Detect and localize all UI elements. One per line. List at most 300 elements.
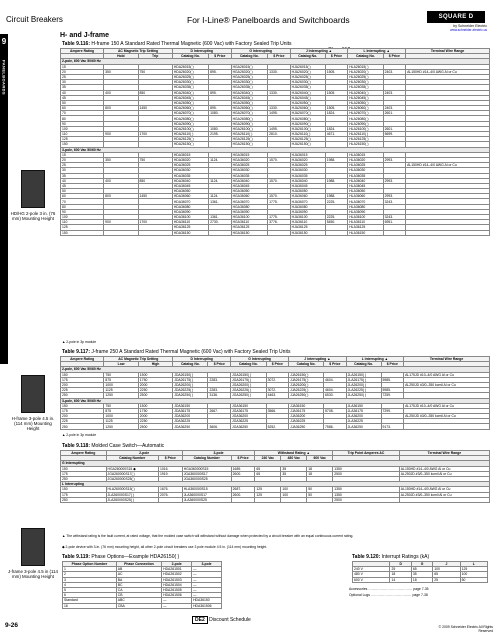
table-cell: 1330.: [268, 106, 290, 111]
table-cell: HJA26125( ): [290, 137, 325, 142]
table-cell: 1330.: [268, 90, 290, 95]
table-cell: HGA26080( ): [231, 116, 268, 121]
brand-url[interactable]: www.schneider-electric.us: [450, 28, 487, 32]
table-cell: ABC: [116, 598, 161, 603]
table-cell: JLA36250: [346, 424, 381, 429]
brand-by: by Schneider Electric: [453, 24, 487, 28]
table-cell: HGA36110: [231, 220, 268, 225]
table-cell: 250: [61, 476, 107, 481]
table-cell: 750: [104, 372, 138, 377]
table-cell: HLA26015( ): [348, 64, 383, 69]
table-cell: HJA36100: [290, 215, 325, 220]
table-cell: 3243.: [383, 215, 405, 220]
table-cell: HLA26090( ): [348, 121, 383, 126]
table-cell: HJA26150( ): [290, 142, 325, 147]
table-cell: 1450: [138, 194, 172, 199]
accessories-link[interactable]: Accessories ………………………………… page 7-35: [349, 587, 429, 591]
table-cell: 1689.: [231, 466, 255, 471]
table-row: [63, 603, 222, 608]
table-cell: HGA26060( ): [231, 106, 268, 111]
table-cell: Standard: [63, 598, 117, 603]
column-header: Catalog Number: [182, 456, 231, 461]
table-cell: [406, 230, 490, 235]
table-cell: JGA36200: [231, 414, 267, 419]
table-cell: 1775.: [268, 215, 290, 220]
table-cell: 1000: [104, 382, 138, 387]
table-cell: HDA36070: [172, 199, 208, 204]
table-cell: HDA36090: [172, 209, 208, 214]
table-cell: HLA36030: [348, 168, 383, 173]
column-header: 480 Vac: [281, 456, 307, 461]
table-cell: 2500: [333, 497, 400, 502]
table-cell: 18: [390, 572, 411, 577]
table-cell: HJA36030: [290, 168, 325, 173]
table-cell: HLA26060( ): [348, 106, 383, 111]
table-cell: 875: [104, 377, 138, 382]
table-cell: AL150HD #14–4/0 AWG Al or Cu: [399, 487, 489, 492]
table-cell: HJA26100( ): [290, 126, 325, 131]
table-cell: JDA36175: [173, 408, 208, 413]
table-cell: 125: [255, 492, 281, 497]
table-cell: AC: [116, 572, 161, 577]
table-cell: HDA26025( ): [172, 74, 208, 79]
table-cell: 125: [255, 487, 281, 492]
breaker-photo: [21, 375, 45, 413]
table-9-117: [60, 356, 490, 430]
table-cell: 40: [61, 178, 104, 183]
table-cell: HLA26070( ): [348, 111, 383, 116]
table-cell: HGA26125( ): [231, 137, 268, 142]
table-cell: HLA36025: [348, 163, 383, 168]
column-header: G Interrupting: [231, 357, 289, 362]
table-cell: AL150HD #14–4/0 AWG Al or Cu: [406, 163, 490, 168]
brand-logo: [427, 11, 487, 33]
table-cell: JJA26175( ): [289, 377, 324, 382]
table-cell: 5699.: [383, 132, 405, 137]
table-row: [353, 577, 488, 582]
table-cell: HDA26040( ): [172, 90, 208, 95]
table-cell: 1919.: [158, 471, 182, 476]
table-cell: 2403.: [383, 90, 405, 95]
table-cell: 175: [61, 377, 104, 382]
table-cell: 1250: [104, 424, 138, 429]
table-cell: G Interrupting: [61, 461, 490, 466]
table-cell: 65: [411, 567, 432, 572]
table-cell: [404, 424, 490, 429]
table-cell: [138, 230, 172, 235]
table-cell: HDA36030: [172, 168, 208, 173]
table-9-118-caption: Table 9.118: Molded Case Switch—Automatic: [62, 443, 165, 449]
table-cell: HJA36110: [290, 220, 325, 225]
table-cell: JLA26200( ): [346, 382, 381, 387]
column-header: D: [390, 562, 411, 567]
column-header: $ Price: [325, 54, 347, 59]
table-cell: 20: [61, 69, 104, 74]
table-cell: 1361.: [209, 215, 231, 220]
table-cell: JLA360000S25: [182, 497, 231, 502]
table-cell: HDA26110( ): [172, 132, 208, 137]
table-cell: [231, 497, 255, 502]
table-cell: L Interrupting: [61, 482, 490, 487]
table-cell: HLA26050( ): [348, 100, 383, 105]
table-cell: 60: [61, 194, 104, 199]
table-cell: HGA36060: [231, 194, 268, 199]
column-header: Catalog No.: [289, 362, 324, 367]
table-cell: JDA36200: [173, 414, 208, 419]
table-cell: 175: [61, 408, 104, 413]
column-header: AC Magnetic Trip Setting: [104, 357, 173, 362]
table-cell: 1000: [104, 414, 138, 419]
table-cell: 100: [433, 567, 460, 572]
table-cell: HGA36040: [231, 178, 268, 183]
table-cell: 2-pole, 600 Vac 50/60 Hz: [61, 367, 490, 372]
column-header: G: [411, 562, 432, 567]
table-row: [61, 497, 490, 502]
table-cell: HDA26020( ): [172, 69, 208, 74]
table-cell: HGA26035( ): [231, 85, 268, 90]
table-cell: 40: [61, 90, 104, 95]
table-cell: [325, 230, 347, 235]
copyright: © 2009 Schneider Electric All Rights Reserved: [438, 625, 493, 633]
table-cell: 350: [104, 157, 138, 162]
table-cell: JDA26225( ): [173, 388, 208, 393]
table-cell: 2993.: [383, 194, 405, 199]
table-cell: [268, 230, 290, 235]
table-cell: 225: [61, 388, 104, 393]
discount-schedule: DE2 Discount Schedule: [192, 617, 251, 623]
column-header: Catalog No.: [231, 362, 267, 367]
table-cell: —: [192, 587, 222, 592]
table-cell: 1500: [138, 403, 172, 408]
table-cell: HJA26110( ): [290, 132, 325, 137]
table-cell: HDA36080: [172, 204, 208, 209]
column-header: G Interrupting: [231, 49, 290, 54]
table-cell: JGA260000S17( ): [106, 471, 158, 476]
column-header: 240 Vac: [255, 456, 281, 461]
column-header: Catalog No.: [172, 54, 208, 59]
column-header: Ampere Rating: [61, 357, 104, 362]
table-cell: 35: [61, 85, 104, 90]
product-caption: HD/HG 2-pole 3 in. (76 mm) Mounting Height: [10, 211, 56, 222]
table-cell: HGA26020( ): [231, 69, 268, 74]
table-cell: 90: [61, 121, 104, 126]
table-cell: 4671.: [325, 132, 347, 137]
table-cell: —: [192, 582, 222, 587]
table-cell: HGA36150: [231, 230, 268, 235]
column-header: Catalog No.: [290, 54, 325, 59]
table-cell: HJA26080( ): [290, 116, 325, 121]
table-cell: JGA36175: [231, 408, 267, 413]
table-cell: 2250: [138, 419, 172, 424]
table-cell: AL175JD #10–4/0 AWG Al or Cu: [404, 372, 490, 377]
table-cell: HGA26030( ): [231, 80, 268, 85]
brand-name: SQUARE D: [427, 11, 485, 23]
table-cell: 400: [104, 90, 138, 95]
table-cell: JLA26175( ): [346, 377, 381, 382]
table-cell: 30: [61, 80, 104, 85]
table-cell: 895.: [209, 69, 231, 74]
table-cell: HLA36150: [348, 230, 383, 235]
table-cell: HJA26070( ): [290, 111, 325, 116]
table-cell: 90: [61, 209, 104, 214]
table-cell: HGA26015( ): [231, 64, 268, 69]
table-cell: HLA26030( ): [348, 80, 383, 85]
chapter-number: 9: [1, 37, 7, 46]
table-cell: 1570.: [268, 194, 290, 199]
table-cell: JLA260000S17( ): [106, 492, 158, 497]
table-cell: HDA26030( ): [172, 80, 208, 85]
table-cell: BC: [116, 582, 161, 587]
table-cell: 50: [61, 100, 104, 105]
table-cell: HDA36015: [172, 152, 208, 157]
table-cell: AL250JD #3/0–350 kcmil Al or Cu: [404, 382, 490, 387]
table-cell: HDA261501: [162, 567, 192, 572]
table-cell: HGA36035: [231, 173, 268, 178]
column-header: High: [138, 362, 172, 367]
table-cell: 2225.: [325, 215, 347, 220]
breaker-photo: [21, 170, 45, 208]
column-header: 2-pole: [162, 562, 192, 567]
table-cell: HDA36045: [172, 183, 208, 188]
table-cell: 1080.: [209, 126, 231, 131]
table-cell: HDA261506: [162, 593, 192, 598]
table-cell: 2500: [138, 424, 172, 429]
table-cell: 2076.: [158, 492, 182, 497]
column-header: Terminal Wire Range: [404, 357, 490, 362]
column-header: $ Price: [158, 456, 182, 461]
table-cell: HLA26100( ): [348, 126, 383, 131]
table-cell: JGA26250( ): [231, 393, 267, 398]
table-cell: 2600.: [231, 471, 255, 476]
table-cell: 2403.: [383, 69, 405, 74]
column-header: $ Price: [268, 54, 290, 59]
table-cell: 240 V: [353, 567, 390, 572]
column-header: J Interrupting ▲: [289, 357, 346, 362]
table-cell: 2601.: [383, 111, 405, 116]
table-cell: BA: [116, 577, 161, 582]
table-cell: 35: [281, 471, 307, 476]
table-cell: HDA26070( ): [172, 111, 208, 116]
table-cell: JJA26225( ): [289, 388, 324, 393]
table-cell: 2500: [138, 393, 172, 398]
table-cell: 100: [281, 487, 307, 492]
table-cell: 1125: [104, 388, 138, 393]
table-cell: 2225.: [325, 199, 347, 204]
table-cell: HLA36060: [348, 194, 383, 199]
table-cell: —: [162, 598, 192, 603]
table-cell: HDA36125: [172, 225, 208, 230]
table-cell: HGA260000S15 ◆: [106, 466, 158, 471]
table-cell: 3-pole, 600 Vac 50/60 Hz: [61, 398, 490, 403]
table-cell: 1495.: [268, 111, 290, 116]
table-cell: HDA36040: [172, 178, 208, 183]
table-cell: 1505.: [325, 69, 347, 74]
table-cell: HDA26090( ): [172, 121, 208, 126]
table-cell: 50: [460, 577, 487, 582]
table-cell: 150: [61, 230, 104, 235]
table-cell: 70: [61, 199, 104, 204]
table-cell: 900: [104, 132, 138, 137]
column-header: 600 Vac: [307, 456, 333, 461]
table-cell: [104, 230, 138, 235]
column-header: 3-pole: [192, 562, 222, 567]
column-header: L Interrupting ▲: [348, 49, 406, 54]
table-cell: 125: [61, 137, 104, 142]
column-header: $ Price: [209, 54, 231, 59]
table-cell: 80: [61, 116, 104, 121]
table-cell: HDA26125( ): [172, 137, 208, 142]
table-cell: 15: [61, 152, 104, 157]
table-cell: JGA360000S25: [182, 476, 231, 481]
table-cell: JJA36175: [289, 408, 324, 413]
table-cell: HLA360000S15: [182, 487, 231, 492]
table-9-118: [60, 450, 490, 503]
table-cell: 1330.: [268, 69, 290, 74]
table-cell: 60: [61, 106, 104, 111]
table-cell: 50: [61, 189, 104, 194]
table-cell: 3243.: [383, 199, 405, 204]
table-cell: 2: [63, 572, 117, 577]
table-cell: 750: [138, 69, 172, 74]
table-cell: 1016.: [158, 466, 182, 471]
table-cell: JGA36150: [231, 403, 267, 408]
table-cell: 9173.: [381, 424, 404, 429]
optional-lugs-link[interactable]: Optional Lugs ……………………………… page 7-38: [349, 593, 428, 597]
table-row: [61, 230, 490, 235]
table-cell: HLA26125( ): [348, 137, 383, 142]
table-cell: HLA26040( ): [348, 90, 383, 95]
table-cell: HGA36025: [231, 163, 268, 168]
table-cell: JJA36200: [289, 414, 324, 419]
table-cell: JLA260000S25( ): [106, 497, 158, 502]
table-cell: 875: [104, 408, 138, 413]
table-cell: 5708.: [324, 408, 347, 413]
table-cell: 895.: [209, 106, 231, 111]
column-header: Catalog No.: [346, 362, 381, 367]
column-header: L: [460, 562, 487, 567]
table-cell: HGA36030: [231, 168, 268, 173]
table-cell: —: [192, 567, 222, 572]
table-cell: HJA26050( ): [290, 100, 325, 105]
table-cell: HLA36125: [348, 225, 383, 230]
table-cell: 110: [61, 132, 104, 137]
column-header: $ Price: [383, 54, 405, 59]
table-cell: HGA36125: [231, 225, 268, 230]
table-cell: HDA26060( ): [172, 106, 208, 111]
table-cell: HLA36110: [348, 220, 383, 225]
column-header: Terminal Wire Range: [406, 49, 490, 54]
table-cell: JLA360000S17: [182, 492, 231, 497]
table-cell: —: [192, 577, 222, 582]
table-cell: HLA36040: [348, 178, 383, 183]
table-cell: 3-pole, 600 Vac 50/60 Hz: [61, 147, 490, 152]
column-header: J: [433, 562, 460, 567]
table-cell: 5985.: [381, 377, 404, 382]
table-cell: HDA36150: [172, 230, 208, 235]
table-cell: 150: [61, 372, 104, 377]
table-cell: AL150HD #14–4/0 AWG Al or Cu: [406, 69, 490, 74]
table-cell: 3072.: [266, 377, 289, 382]
column-header: Phase Connection: [116, 562, 161, 567]
table-cell: 1505.: [325, 106, 347, 111]
table-cell: HLA26110( ): [348, 132, 383, 137]
table-cell: 2-pole, 600 Vac 50/60 Hz: [61, 59, 490, 64]
product-image-h-3pole: [8, 375, 58, 432]
column-header: Trip Point Amperes AC: [333, 451, 400, 456]
table-cell: 2500: [333, 471, 400, 476]
table-cell: 3072.: [266, 388, 289, 393]
column-header: Ampere Rating: [61, 451, 107, 456]
table-cell: JDA26200( ): [173, 382, 208, 387]
table-cell: HDA26080( ): [172, 116, 208, 121]
table-cell: HJA36045: [290, 183, 325, 188]
table-9-116-note: ▲ 2-pole in 3p module: [62, 340, 97, 344]
table-cell: 850: [138, 178, 172, 183]
table-cell: JGA36225: [231, 419, 267, 424]
table-cell: 100: [61, 126, 104, 131]
table-cell: 100: [460, 572, 487, 577]
table-cell: 2993.: [383, 178, 405, 183]
table-cell: 5985.: [381, 388, 404, 393]
table-cell: 25: [61, 163, 104, 168]
table-cell: HGA36015: [231, 152, 268, 157]
table-9-118-note-2: ◆ 2-pole device with 3-in. (76 mm) mounting height, all other 2-pole circuit breakers use 3 pole module 4.5 in. (114 mm) mounting height.: [62, 545, 268, 549]
table-cell: HJA26030( ): [290, 80, 325, 85]
table-cell: 18: [307, 466, 333, 471]
table-cell: AL250JD #3/0–350 kcmil Al or Cu: [399, 492, 489, 497]
table-cell: HJA36125: [290, 225, 325, 230]
column-header: J Interrupting ▲: [290, 49, 348, 54]
table-cell: 100: [61, 215, 104, 220]
table-cell: HLA26020( ): [348, 69, 383, 74]
table-cell: HGA26150( ): [231, 142, 268, 147]
table-cell: HGA36090: [231, 209, 268, 214]
table-cell: 25: [433, 577, 460, 582]
table-cell: HJA36150: [290, 230, 325, 235]
table-cell: 1988.: [325, 194, 347, 199]
table-cell: 2283.: [208, 377, 231, 382]
table-cell: HLA36080: [348, 204, 383, 209]
column-header: Catalog No.: [231, 54, 268, 59]
table-cell: HGA36050: [231, 189, 268, 194]
table-cell: JGA260000S25( ): [106, 476, 158, 481]
product-image-j-3pole: [8, 528, 58, 579]
table-cell: 1124.: [209, 178, 231, 183]
table-cell: 1350: [333, 492, 400, 497]
table-cell: 350: [104, 69, 138, 74]
table-cell: JLA36175: [346, 408, 381, 413]
table-cell: HJA26040( ): [290, 90, 325, 95]
table-cell: 4: [63, 582, 117, 587]
table-cell: 3136.: [208, 393, 231, 398]
table-cell: HDA26150( ): [172, 142, 208, 147]
product-caption: J-frame 3-pole 4.5 in (114 mm) Mounting Height: [8, 569, 58, 580]
page-number: 9-26: [5, 622, 19, 629]
table-cell: HDA36060: [172, 194, 208, 199]
table-cell: 18: [411, 577, 432, 582]
table-cell: 480 V: [353, 572, 390, 577]
table-cell: 1250: [104, 393, 138, 398]
table-cell: HDA26015( ): [172, 64, 208, 69]
column-header: $ Price: [266, 362, 289, 367]
table-cell: 125: [61, 225, 104, 230]
table-cell: JLA26225( ): [346, 388, 381, 393]
table-cell: CA: [116, 587, 161, 592]
table-cell: CBA: [116, 603, 161, 608]
table-cell: 65: [255, 471, 281, 476]
table-cell: 400: [104, 178, 138, 183]
column-header: Withstand Rating ▲: [255, 451, 333, 456]
